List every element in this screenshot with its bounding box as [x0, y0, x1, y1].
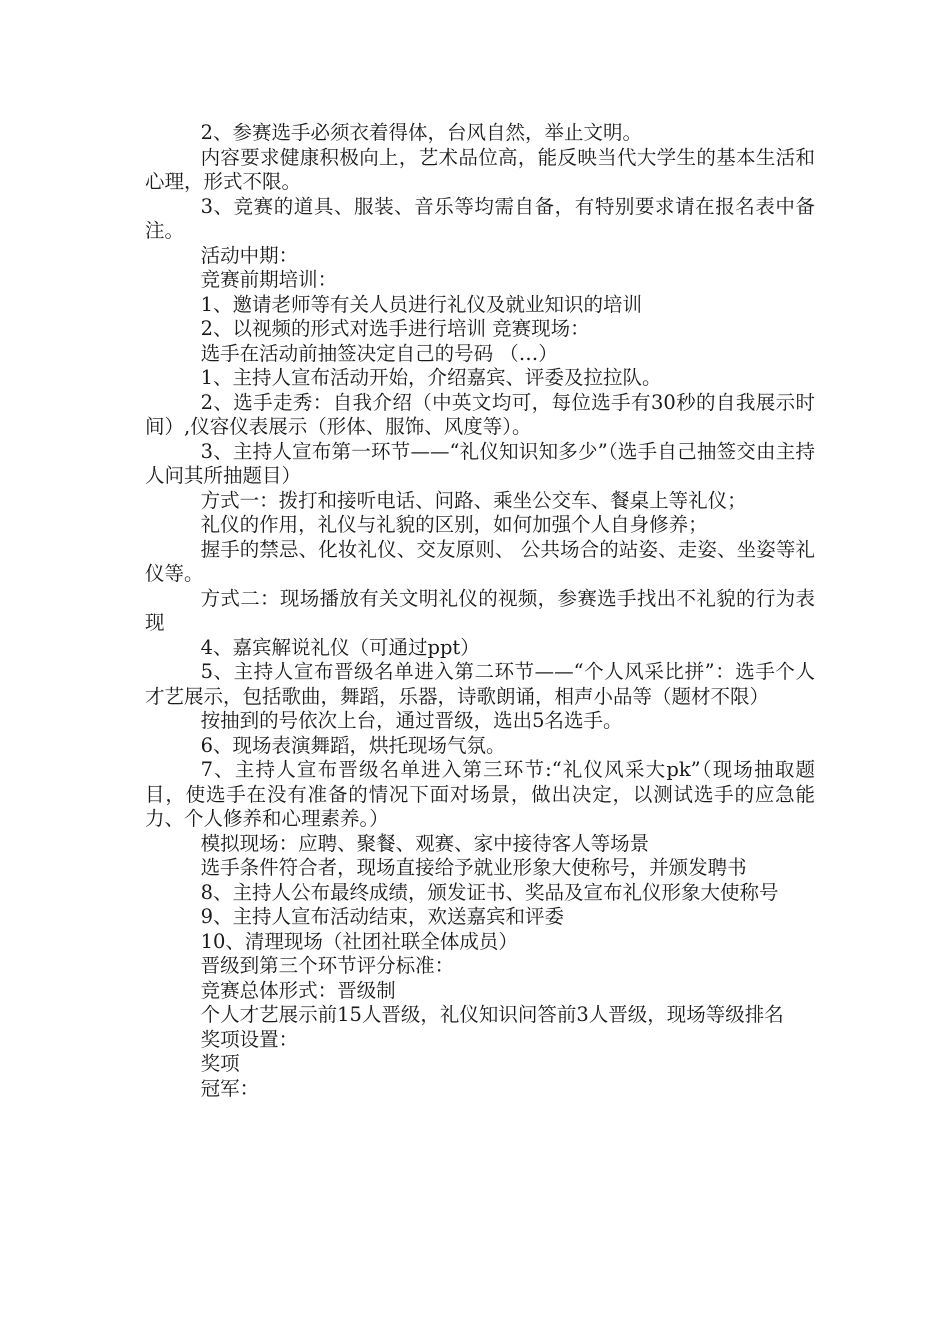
paragraph: 竞赛前期培训：: [200, 268, 338, 291]
paragraph: 2、选手走秀：自我介绍（中英文均可，每位选手有30秒的自我展示时间）,仪容仪表展示（形体、服饰、风度等）。: [145, 390, 815, 438]
paragraph: 3、竞赛的道具、服装、音乐等均需自备，有特别要求请在报名表中备注。: [145, 194, 815, 242]
paragraph: 6、现场表演舞蹈，烘托现场气氛。: [200, 733, 506, 757]
paragraph: 内容要求健康积极向上，艺术品位高，能反映当代大学生的基本生活和心理，形式不限。: [145, 145, 815, 193]
paragraph: 选手条件符合者，现场直接给予就业形象大使称号，并颁发聘书: [200, 856, 747, 879]
paragraph: 3、主持人宣布第一环节——“礼仪知识知多少”（选手自己抽签交由主持人问其所抽题目）: [145, 439, 815, 487]
paragraph: 选手在活动前抽签决定自己的号码 （…）: [200, 341, 558, 365]
paragraph: 2、以视频的形式对选手进行培训 竞赛现场：: [200, 317, 590, 340]
paragraph: 1、主持人宣布活动开始，介绍嘉宾、评委及拉拉队。: [200, 366, 662, 389]
paragraph: 2、参赛选手必须衣着得体，台风自然，举止文明。: [200, 121, 642, 144]
paragraph: 晋级到第三个环节评分标准：: [200, 954, 455, 977]
paragraph: 1、邀请老师等有关人员进行礼仪及就业知识的培训: [200, 292, 642, 316]
paragraph: 7、主持人宣布晋级名单进入第三环节:“礼仪风采大pk”（现场抽取题目，使选手在没有准备的情况下面对场景，做出决定，以测试选手的应急能力、个人修养和心理素养。）: [145, 758, 815, 830]
paragraph: 活动中期：: [200, 243, 299, 267]
paragraph: 握手的禁忌、化妆礼仪、交友原则、 公共场合的站姿、走姿、坐姿等礼仪等。: [145, 537, 815, 585]
paragraph: 9、主持人宣布活动结束，欢送嘉宾和评委: [200, 905, 564, 928]
paragraph: 按抽到的号依次上台，通过晋级，选出5名选手。: [200, 709, 623, 732]
paragraph: 模拟现场：应聘、聚餐、观赛、家中接待客人等场景: [200, 831, 650, 855]
paragraph: 个人才艺展示前15人晋级，礼仪知识问答前3人晋级，现场等级排名: [200, 1003, 784, 1026]
paragraph: 10、清理现场（社团社联全体成员）: [200, 929, 518, 953]
document-body: [145, 121, 815, 1101]
paragraph: 5、主持人宣布晋级名单进入第二环节——“个人风采比拼”：选手个人才艺展示，包括歌曲，舞蹈，乐器，诗歌朗诵，相声小品等（题材不限）: [145, 660, 815, 708]
paragraph: 奖项设置：: [200, 1027, 299, 1051]
paragraph: 方式一：拨打和接听电话、问路、乘坐公交车、餐桌上等礼仪；: [200, 488, 747, 512]
paragraph: 8、主持人公布最终成绩，颁发证书、奖品及宣布礼仪形象大使称号: [200, 880, 779, 904]
paragraph: 奖项: [200, 1052, 240, 1075]
paragraph: 方式二：现场播放有关文明礼仪的视频，参赛选手找出不礼貌的行为表现: [145, 586, 815, 634]
paragraph: 冠军：: [200, 1076, 260, 1100]
paragraph: 竞赛总体形式：晋级制: [200, 978, 396, 1002]
paragraph: 礼仪的作用，礼仪与礼貌的区别，如何加强个人自身修养；: [200, 513, 708, 536]
paragraph: 4、嘉宾解说礼仪（可通过ppt）: [200, 635, 480, 659]
